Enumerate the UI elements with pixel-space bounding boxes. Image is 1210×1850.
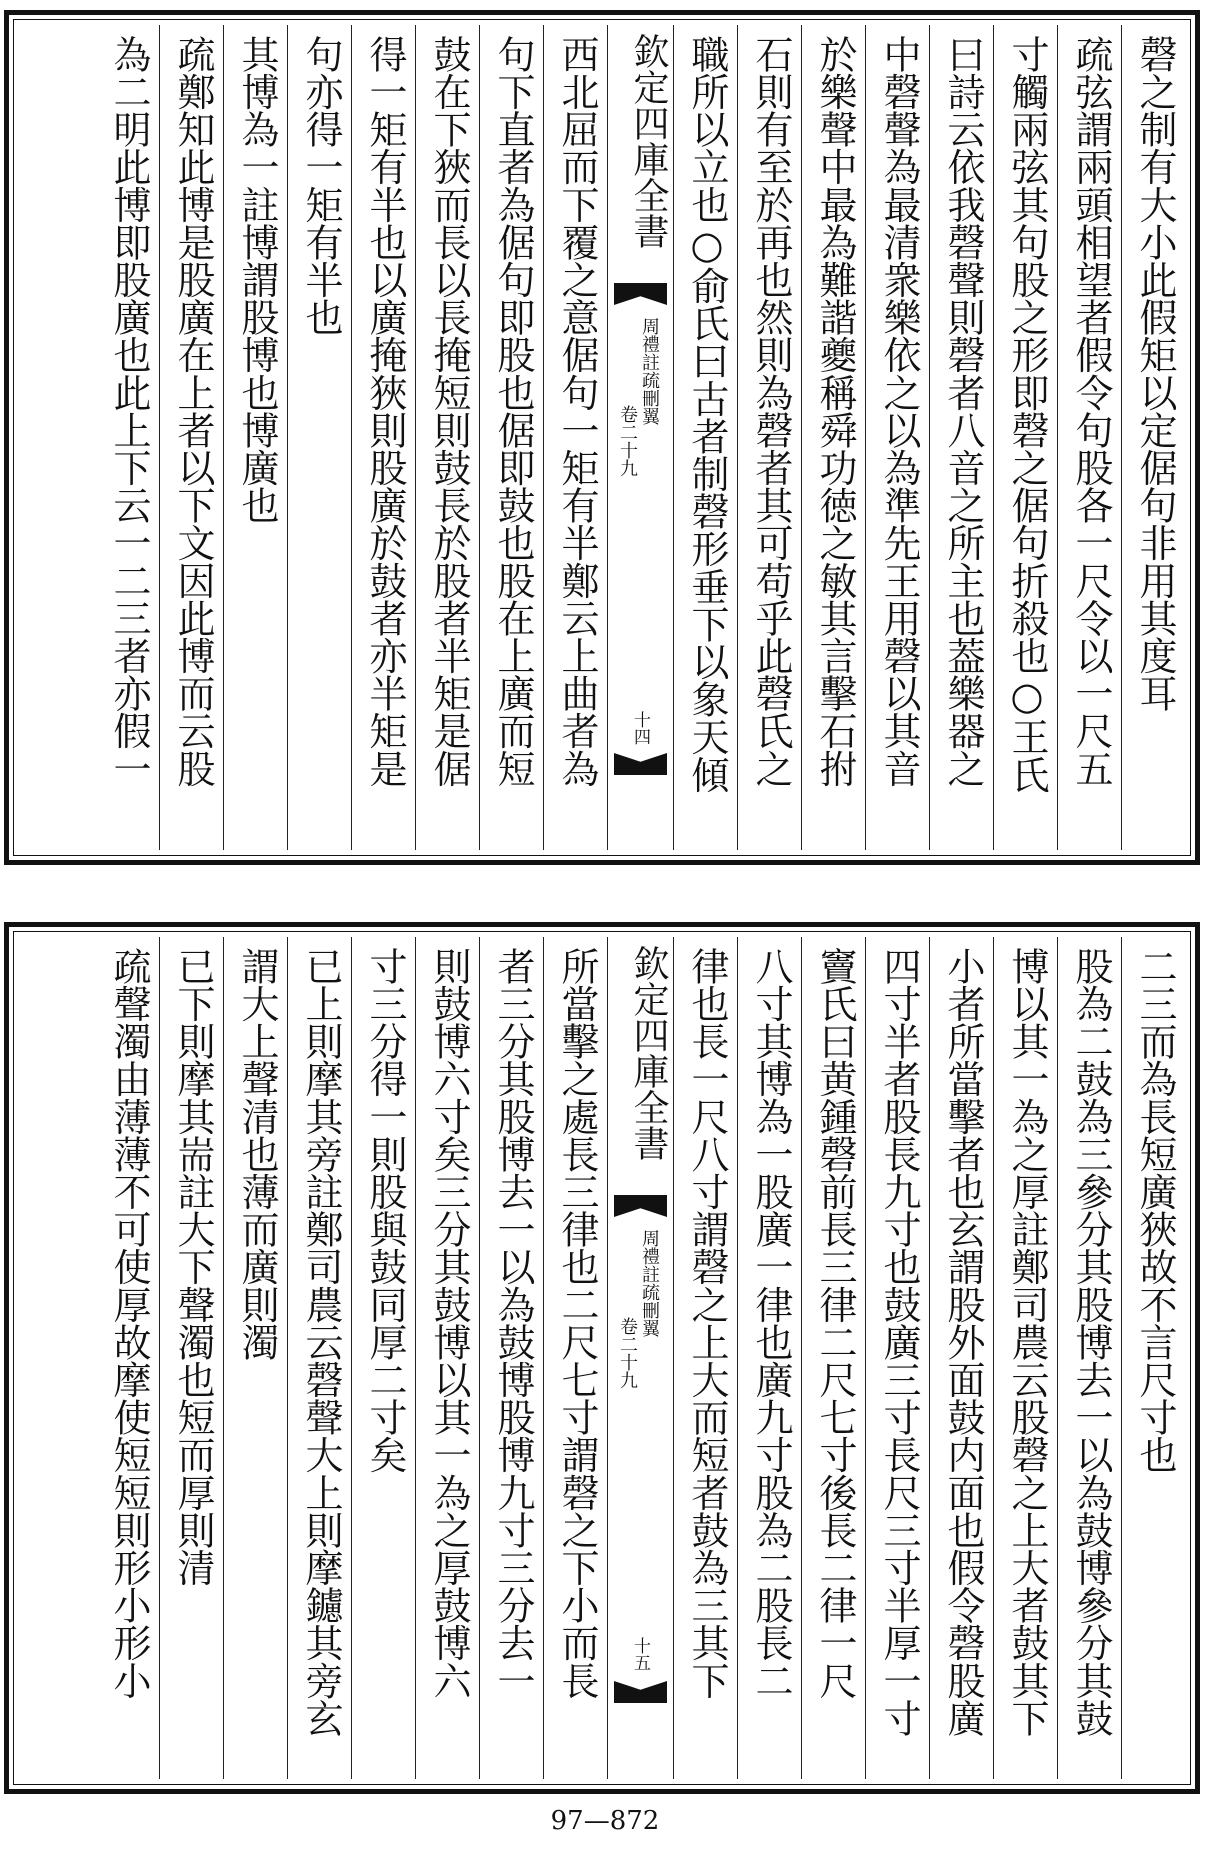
text-column: 竇氏曰黄鍾磬前長三律二尺七寸後長二律一尺	[801, 937, 865, 1779]
fish-tail-ornament	[614, 283, 667, 305]
text-column: 已下則摩其耑註大下聲濁也短而厚則清	[159, 937, 223, 1779]
bottom-folio	[4, 922, 1200, 1794]
text-column: 寸觸兩弦其句股之形即磬之倨句折殺也○王氏	[993, 25, 1057, 850]
text-column: 二三而為長短廣狹故不言尺寸也	[1121, 937, 1185, 1779]
volume-number: 卷二十九	[617, 1317, 638, 1389]
text-column: 職所以立也○俞氏曰古者制磬形垂下以象天傾	[673, 25, 737, 850]
top-folio	[4, 10, 1200, 865]
text-column: 小者所當擊者也玄謂股外面鼓内面也假令磬股廣	[929, 937, 993, 1779]
fish-tail-ornament	[614, 1681, 667, 1703]
text-column: 句亦得一矩有半也	[287, 25, 351, 850]
center-margin	[607, 25, 673, 850]
reprint-page-number: 97—872	[550, 1806, 660, 1836]
page-number: 十五	[630, 1637, 650, 1671]
text-column: 為二明此博即股廣也此上下云一二三者亦假一	[107, 35, 151, 788]
text-column: 所當擊之處長三律也二尺七寸謂磬之下小而長	[543, 937, 607, 1779]
text-column: 則鼓博六寸矣三分其鼓博以其一為之厚鼓博六	[415, 937, 479, 1779]
text-column: 疏弦謂兩頭相望者假令句股各一尺令以一尺五	[1057, 25, 1121, 850]
text-column: 謂大上聲清也薄而廣則濁	[223, 937, 287, 1779]
text-column: 中磬聲為最清衆樂依之以為準先王用磬以其音	[865, 25, 929, 850]
text-column: 者三分其股博去一以為鼓博股博九寸三分去一	[479, 937, 543, 1779]
text-column: 寸三分得一則股與鼓同厚二寸矣	[351, 937, 415, 1779]
text-column: 其博為一註博謂股博也博廣也	[223, 25, 287, 850]
center-margin	[607, 937, 673, 1779]
text-column: 於樂聲中最為難諧夔稱舜功徳之敏其言擊石拊	[801, 25, 865, 850]
text-column: 已上則摩其旁註鄭司農云磬聲大上則摩鑢其旁玄	[287, 937, 351, 1779]
book-title: 周禮註疏刪翼	[639, 317, 660, 425]
text-column: 股為二鼓為三參分其股博去一以為鼓博參分其鼓	[1057, 937, 1121, 1779]
text-column: 曰詩云依我磬聲則磬者八音之所主也葢樂器之	[929, 25, 993, 850]
fish-tail-ornament	[614, 753, 667, 775]
text-column: 博以其一為之厚註鄭司農云股磬之上大者鼓其下	[993, 937, 1057, 1779]
text-column: 疏聲濁由薄薄不可使厚故摩使短短則形小形小	[107, 947, 151, 1700]
text-column: 律也長一尺八寸謂磬之上大而短者鼓為三其下	[673, 937, 737, 1779]
volume-number: 卷二十九	[617, 405, 638, 477]
text-column: 得一矩有半也以廣掩狹則股廣於鼓者亦半矩是	[351, 25, 415, 850]
fish-tail-ornament	[614, 1195, 667, 1217]
text-column: 四寸半者股長九寸也鼓廣三寸長尺三寸半厚一寸	[865, 937, 929, 1779]
text-column: 疏鄭知此博是股廣在上者以下文因此博而云股	[159, 25, 223, 850]
text-column: 磬之制有大小此假矩以定倨句非用其度耳	[1121, 25, 1185, 850]
book-title: 周禮註疏刪翼	[639, 1229, 660, 1337]
collection-title: 欽定四庫全書	[628, 33, 669, 249]
text-column: 鼓在下狹而長以長掩短則鼓長於股者半矩是倨	[415, 25, 479, 850]
page-number: 十四	[630, 711, 650, 745]
text-column: 八寸其博為一股廣一律也廣九寸股為二股長二	[737, 937, 801, 1779]
collection-title: 欽定四庫全書	[628, 945, 669, 1161]
text-column: 句下直者為倨句即股也倨即鼓也股在上廣而短	[479, 25, 543, 850]
text-column: 西北屈而下覆之意倨句一矩有半鄭云上曲者為	[543, 25, 607, 850]
text-column: 石則有至於再也然則為磬者其可苟乎此磬氏之	[737, 25, 801, 850]
